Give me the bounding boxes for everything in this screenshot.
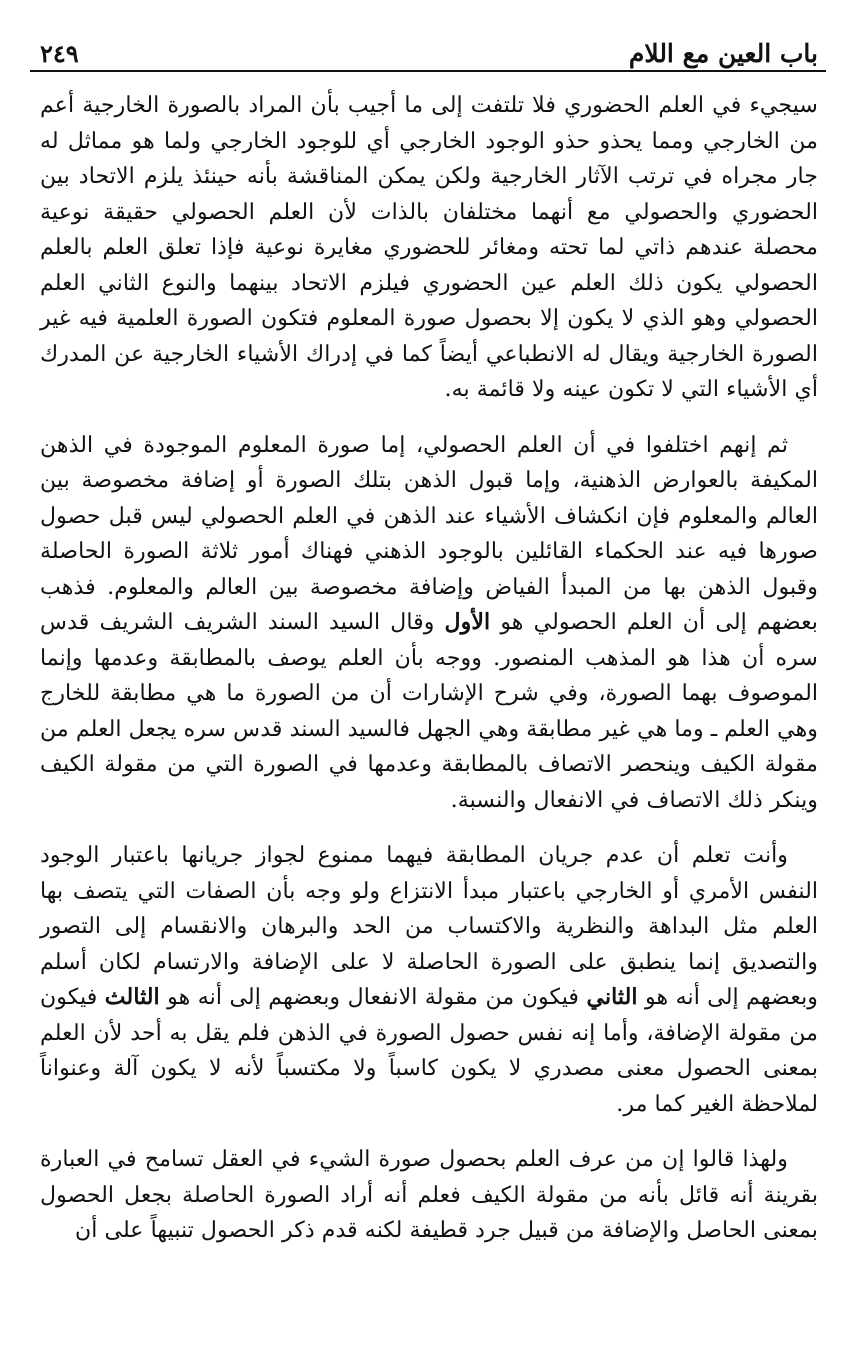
paragraph-text: ثم إنهم اختلفوا في أن العلم الحصولي، إما صورة المعلوم الموجودة في الذهن المكيفة بالعوارض الذهنية، وإما قبول الذهن بتلك الصورة أو إضافة مخصوصة بين العالم والمعلوم فإن انكشاف الأشياء عند الذهن في العلم الحصولي ليس قبل حصول صورها فيه عند الحكماء القائلين بالوجود الذهني فهناك أمور ثلاثة الصورة الحاصلة وقبول الذهن بها من المبدأ الفياض وإضافة مخصوصة بين العالم والمعلوم. فذهب بعضهم إلى أن العلم الحصولي هو — [40, 431, 818, 635]
paragraph-3 — [40, 838, 818, 1122]
paragraph-4 — [40, 1142, 818, 1249]
paragraph-text: فيكون من مقولة الإضافة، وأما إنه نفس حصول الصورة في الذهن فلم يقل به أحد لأن العلم بمعنى الحصول معنى مصدري لا يكون كاسباً ولا مكتسباً لأنه لا يكون آلة وعنواناً لملاحظة الغير كما مر. — [40, 984, 818, 1117]
paragraph-2 — [40, 428, 818, 819]
bold-term: الأول — [444, 609, 491, 635]
paragraph-text: وأنت تعلم أن عدم جريان المطابقة فيهما ممنوع لجواز جريانها باعتبار الوجود النفس الأمري أو الخارجي باعتبار مبدأ الانتزاع ولو وجه بأن الصفات التي يتصف بها العلم مثل البداهة والنظرية والاكتساب من الحد والبرهان والانقسام إلى التصور والتصديق إنما ينطبق على الصورة الحاصلة لا على الإضافة والارتسام لكان أسلم وبعضهم إلى أنه هو — [40, 842, 818, 1010]
paragraph-text: فيكون من مقولة الانفعال وبعضهم إلى أنه هو — [159, 984, 587, 1010]
paragraph-text: ولهذا قالوا إن من عرف العلم بحصول صورة الشيء في العقل تسامح في العبارة بقرينة أنه قائل بأنه من مقولة الكيف فعلم أنه أراد الصورة الحاصلة بجعل الحصول بمعنى الحاصل والإضافة من قبيل جرد قطيفة لكنه قدم ذكر الحصول تنبيهاً على أن — [40, 1146, 818, 1243]
paragraph-text: وقال السيد السند الشريف الشريف قدس سره أن هذا هو المذهب المنصور. ووجه بأن العلم يوصف بالمطابقة وعدمها وإنما الموصوف بهما الصورة، وفي شرح الإشارات أن من الصورة ما هي مطابقة للخارج وهي العلم ـ وما هي غير مطابقة وهي الجهل فالسيد السند قدس سره يجعل العلم من مقولة الكيف وينحصر الاتصاف بالمطابقة وعدمها في الصورة التي من مقولة الكيف وينكر ذلك الاتصاف في الانفعال والنسبة. — [40, 609, 818, 813]
page-body — [30, 88, 826, 1249]
paragraph-1 — [40, 88, 818, 408]
bold-term: الثالث — [104, 984, 160, 1010]
chapter-title: باب العين مع اللام — [628, 39, 818, 68]
paragraph-text: سيجيء في العلم الحضوري فلا تلتفت إلى ما أجيب بأن المراد بالصورة الخارجية أعم من الخارجي ومما يحذو حذو الوجود الخارجي أي للوجود الخارجي ولما هو مماثل له جار مجراه في ترتب الآثار الخارجية ولكن يمكن المناقشة بأنه حينئذ يلزم الاتحاد بين الحضوري والحصولي مع أنهما مختلفان بالذات لأن العلم الحصولي حقيقة نوعية محصلة عندهم ذاتي لما تحته ومغائر للحضوري مغايرة نوعية فإذا تعلق العلم بالعلم الحصولي يكون ذلك العلم عين الحضوري فيلزم الاتحاد بينهما والنوع الثاني العلم الحصولي وهو الذي لا يكون إلا بحصول صورة المعلوم فتكون الصورة العلمية فيه غير الصورة الخارجية ويقال له الانطباعي أيضاً كما في إدراك الأشياء الخارجية عن المدرك أي الأشياء التي لا تكون عينه ولا قائمة به. — [40, 92, 818, 402]
page-header — [30, 30, 826, 72]
bold-term: الثاني — [586, 984, 638, 1010]
page-number: ٢٤٩ — [40, 39, 79, 68]
